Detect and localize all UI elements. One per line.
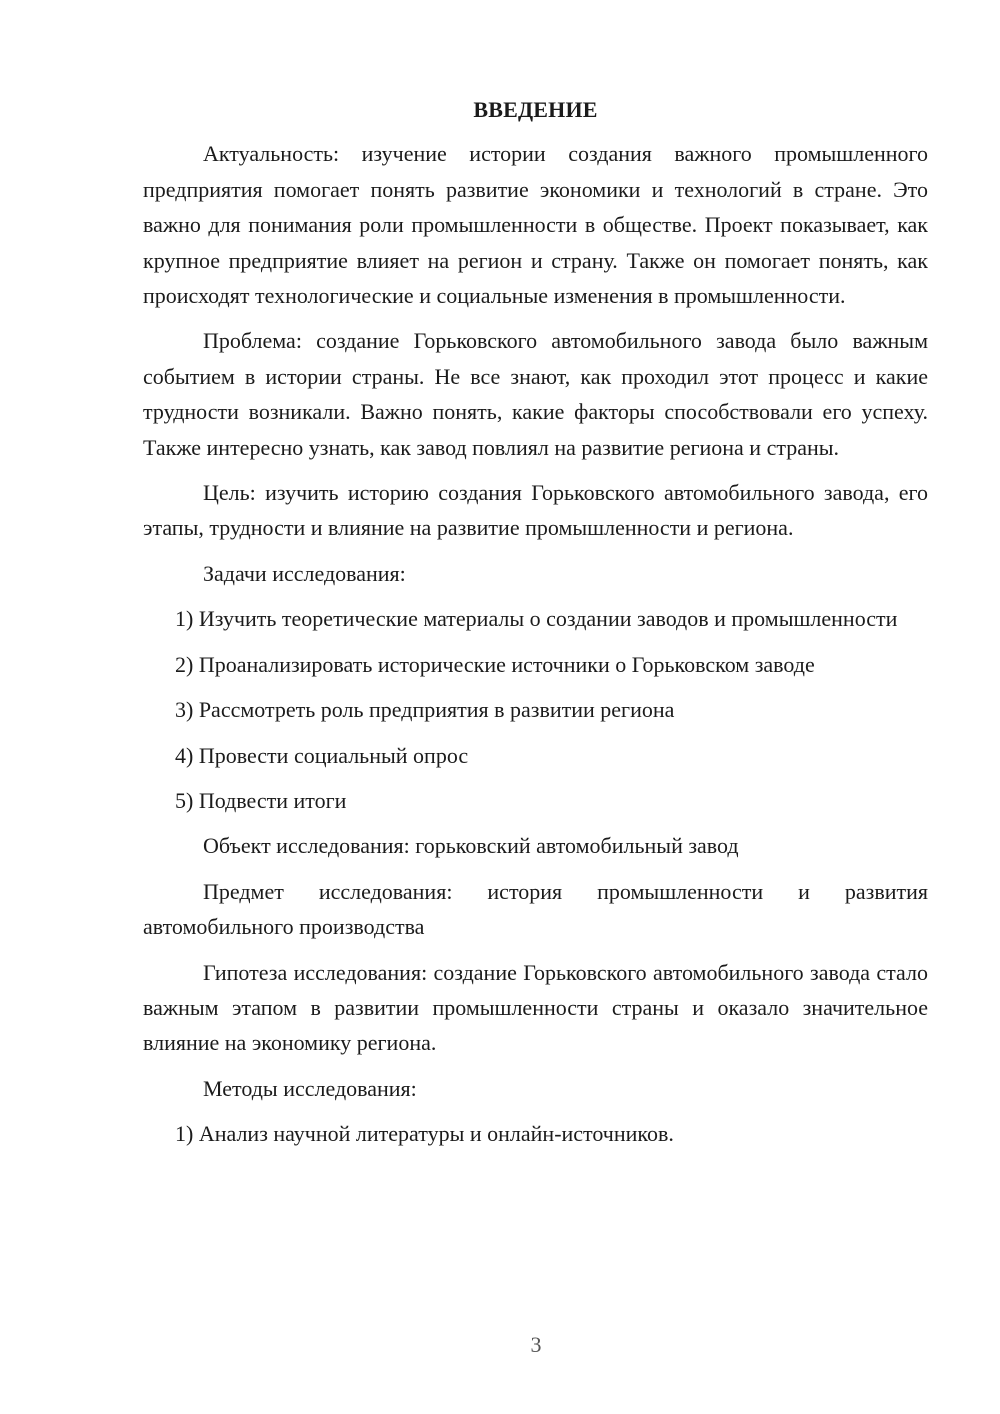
subject-paragraph: Предмет исследования: история промышленности и развития автомобильного производства	[143, 878, 928, 940]
goal-paragraph: Цель: изучить историю создания Горьковского автомобильного завода, его этапы, трудности и влияние на развитие промышленности и региона.	[143, 480, 928, 541]
object-paragraph: Объект исследования: горьковский автомобильный завод	[203, 833, 739, 859]
hypothesis-paragraph: Гипотеза исследования: создание Горьковского автомобильного завода стало важным этапом в развитии промышленности страны и оказало значительное влияние на экономику региона.	[143, 959, 928, 1056]
page-number: 3	[530, 1332, 542, 1357]
list-item-method-1: 1) Анализ научной литературы и онлайн-источников.	[175, 1121, 674, 1147]
methods-heading: Методы исследования:	[203, 1075, 417, 1101]
page-title: ВВЕДЕНИЕ	[473, 97, 598, 122]
tasks-heading: Задачи исследования:	[203, 560, 406, 586]
page-content	[143, 92, 928, 1162]
problem-paragraph: Проблема: создание Горьковского автомобильного завода было важным событием в истории страны. Не все знают, как проходил этот процесс и какие трудности возникали. Важно понять, какие факторы способствовали его успеху. Также интересно узнать, как завод повлиял на развитие региона и страны.	[143, 328, 928, 460]
list-item-task-4: 4) Провести социальный опрос	[175, 742, 469, 768]
list-item-task-3: 3) Рассмотреть роль предприятия в развитии региона	[175, 697, 675, 723]
list-item-task-2: 2) Проанализировать исторические источники о Горьковском заводе	[175, 651, 815, 677]
list-item-task-5: 5) Подвести итоги	[175, 787, 347, 813]
list-item-task-1: 1) Изучить теоретические материалы о создании заводов и промышленности	[175, 606, 898, 632]
relevance-paragraph: Актуальность: изучение истории создания важного промышленного предприятия помогает понять развитие экономики и технологий в стране. Это важно для понимания роли промышленности в обществе. Проект показывает, как крупное предприятие влияет на регион и страну. Также он помогает понять, как происходят технологические и социальные изменения в промышленности.	[143, 141, 928, 309]
